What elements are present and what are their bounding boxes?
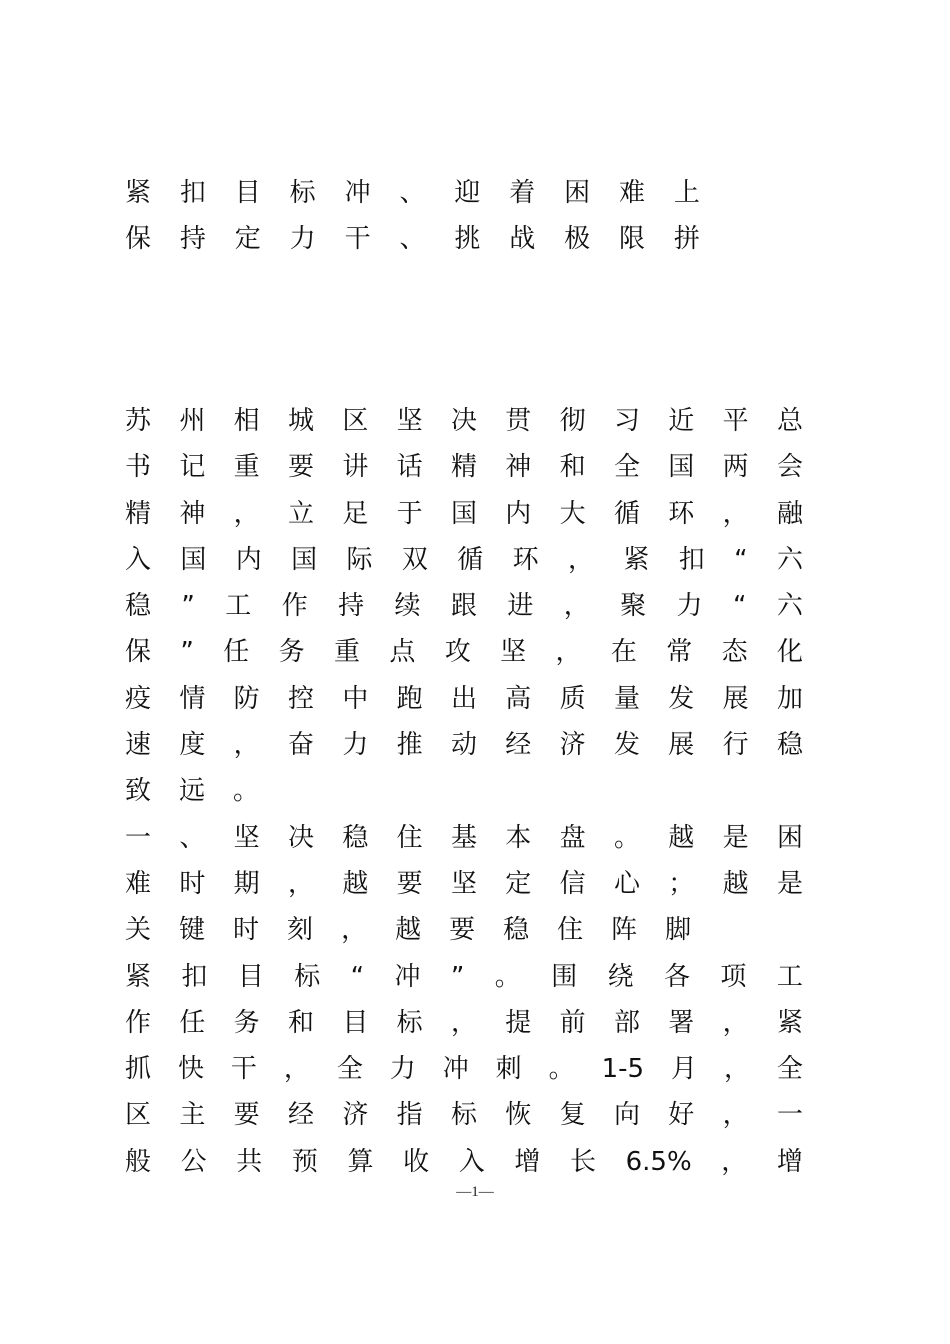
body-char: 盘 (559, 822, 586, 853)
body-char: 抓 (125, 1054, 152, 1085)
body-char: 刺 (495, 1054, 522, 1085)
body-char: 情 (179, 683, 206, 714)
title-char: 拼 (673, 224, 700, 254)
body-char: 讲 (342, 452, 369, 483)
body-char: 干 (230, 1054, 257, 1085)
body-char: 动 (450, 730, 477, 761)
body-char: 攻 (444, 637, 471, 668)
body-char: 目 (237, 961, 264, 992)
body-char: 越 (668, 822, 695, 853)
body-char: 提 (505, 1007, 532, 1038)
body-char: 标 (294, 961, 321, 992)
body-char: 于 (396, 498, 423, 529)
body-char: 部 (613, 1007, 640, 1038)
body-char: 力 (342, 730, 369, 761)
title-char: 、 (399, 224, 426, 254)
body-char: 六 (776, 544, 803, 575)
body-char: 会 (776, 452, 803, 483)
body-char: ” (450, 961, 465, 992)
page-number: —1— (456, 1184, 494, 1200)
body-line-5 (125, 583, 803, 629)
body-char: 循 (457, 544, 484, 575)
body-char: 绕 (607, 961, 634, 992)
body-char: 工 (776, 961, 803, 992)
body-line-14 (125, 1000, 803, 1046)
title-line-2 (125, 216, 700, 262)
body-char: 相 (233, 406, 260, 436)
body-char: ， (283, 1054, 310, 1085)
body-char: ， (568, 544, 595, 575)
body-char: 标 (450, 1100, 477, 1131)
body-char: 进 (507, 591, 534, 622)
body-char: 近 (668, 406, 695, 436)
body-char: 速 (125, 730, 152, 761)
body-char: 算 (347, 1146, 374, 1177)
body-char: 决 (287, 822, 314, 853)
body-char: 1-5 (601, 1054, 645, 1085)
body-char: ， (287, 868, 314, 899)
body-char: 是 (776, 868, 803, 899)
body-char: 质 (559, 683, 586, 714)
body-char: 要 (287, 452, 314, 483)
body-line-7 (125, 676, 803, 722)
title-char: 标 (289, 178, 316, 208)
body-char: ， (723, 1054, 750, 1085)
body-char: 两 (722, 452, 749, 483)
body-char: 围 (551, 961, 578, 992)
body-char: 加 (776, 683, 803, 714)
body-char: 书 (125, 452, 152, 483)
title-char: 极 (564, 224, 591, 254)
body-char: 任 (223, 637, 250, 668)
body-char: 全 (776, 1054, 803, 1085)
body-char: 国 (291, 544, 318, 575)
body-char: 住 (396, 822, 423, 853)
body-char: 共 (236, 1146, 263, 1177)
body-char: 防 (233, 683, 260, 714)
body-char: 坚 (500, 637, 527, 668)
body-char: 致 (125, 776, 152, 807)
body-char: 平 (722, 406, 749, 436)
body-char: “ (734, 544, 748, 575)
body-char: 定 (505, 868, 532, 899)
title-char: 保 (125, 224, 152, 254)
body-char: 项 (720, 961, 747, 992)
body-char: 心 (613, 868, 640, 899)
body-char: 力 (676, 591, 703, 622)
title-char: 难 (619, 178, 646, 208)
body-char: 点 (389, 637, 416, 668)
body-char: 济 (559, 730, 586, 761)
body-char: 国 (668, 452, 695, 483)
title-char: 定 (234, 224, 261, 254)
body-char: ， (722, 498, 749, 529)
body-char: “ (732, 591, 747, 622)
body-char: 任 (179, 1007, 206, 1038)
body-char: 是 (722, 822, 749, 853)
body-char: 苏 (125, 406, 152, 436)
body-char: 精 (125, 498, 152, 529)
document-body (125, 398, 803, 1185)
body-char: 目 (342, 1007, 369, 1038)
title-char: 挑 (454, 224, 481, 254)
body-char: 坚 (450, 868, 477, 899)
body-line-2 (125, 444, 803, 490)
body-char: 好 (668, 1100, 695, 1131)
body-char: 信 (559, 868, 586, 899)
body-char: 续 (394, 591, 421, 622)
body-char: 度 (179, 730, 206, 761)
body-line-9 (125, 768, 803, 814)
body-char: 经 (287, 1100, 314, 1131)
body-line-12 (125, 907, 803, 953)
body-char: ， (722, 1007, 749, 1038)
body-char: 指 (396, 1100, 423, 1131)
body-char: 环 (668, 498, 695, 529)
body-char: 稳 (503, 915, 530, 946)
body-char: 入 (458, 1146, 485, 1177)
body-char: 持 (338, 591, 365, 622)
body-char: 越 (722, 868, 749, 899)
body-char: 话 (396, 452, 423, 483)
body-char: 经 (505, 730, 532, 761)
body-char: 推 (396, 730, 423, 761)
body-char: 入 (125, 544, 152, 575)
body-char: 量 (613, 683, 640, 714)
body-char: 紧 (776, 1007, 803, 1038)
body-line-17 (125, 1139, 803, 1185)
title-char: 紧 (125, 178, 152, 208)
body-char: 奋 (287, 730, 314, 761)
body-char: 时 (233, 915, 260, 946)
body-char: 神 (505, 452, 532, 483)
body-char: 循 (613, 498, 640, 529)
title-char: 冲 (344, 178, 371, 208)
body-char: 重 (233, 452, 260, 483)
body-char: ， (450, 1007, 477, 1038)
body-line-1 (125, 398, 803, 444)
body-char: 。 (613, 822, 640, 853)
body-char: 阵 (611, 915, 638, 946)
body-char: 6.5% (625, 1146, 692, 1177)
body-char: 向 (613, 1100, 640, 1131)
body-char: 立 (287, 498, 314, 529)
body-char: 扣 (181, 961, 208, 992)
body-char: 快 (177, 1054, 204, 1085)
body-char: 总 (776, 406, 803, 436)
body-line-8 (125, 722, 803, 768)
body-char: 作 (281, 591, 308, 622)
body-line-16 (125, 1092, 803, 1138)
body-char: 行 (722, 730, 749, 761)
body-char: 时 (179, 868, 206, 899)
body-char: 务 (233, 1007, 260, 1038)
body-char: 区 (125, 1100, 152, 1131)
body-char: 全 (613, 452, 640, 483)
body-char: 在 (610, 637, 637, 668)
body-char: 务 (278, 637, 305, 668)
body-char: 发 (668, 683, 695, 714)
body-char: 国 (180, 544, 207, 575)
title-char: 干 (344, 224, 371, 254)
body-char: 前 (559, 1007, 586, 1038)
body-char: 增 (776, 1146, 803, 1177)
body-char: ， (341, 915, 368, 946)
body-line-15 (125, 1046, 803, 1092)
body-char: 区 (342, 406, 369, 436)
title-char: 困 (564, 178, 591, 208)
body-char: ， (722, 1100, 749, 1131)
body-char: 中 (342, 683, 369, 714)
body-char: 脚 (665, 915, 692, 946)
body-char: 越 (395, 915, 422, 946)
body-char: 稳 (125, 591, 152, 622)
body-char: 态 (721, 637, 748, 668)
body-char: 跑 (396, 683, 423, 714)
body-line-11 (125, 861, 803, 907)
body-char: 期 (233, 868, 260, 899)
body-char: 作 (125, 1007, 152, 1038)
title-char: 迎 (454, 178, 481, 208)
body-char: 紧 (623, 544, 650, 575)
document-title (125, 170, 700, 262)
body-char: 键 (179, 915, 206, 946)
title-line-1 (125, 170, 700, 216)
body-char: 控 (287, 683, 314, 714)
body-char: 公 (180, 1146, 207, 1177)
body-char: ， (233, 498, 260, 529)
body-char: 城 (287, 406, 314, 436)
body-char: 署 (668, 1007, 695, 1038)
body-char: ， (563, 591, 590, 622)
title-char: 、 (399, 178, 426, 208)
title-char: 战 (509, 224, 536, 254)
body-char: 彻 (559, 406, 586, 436)
body-char: 预 (291, 1146, 318, 1177)
body-char: 冲 (394, 961, 421, 992)
body-char: 化 (776, 637, 803, 668)
body-char: 内 (505, 498, 532, 529)
body-char: 跟 (450, 591, 477, 622)
body-char: 贯 (505, 406, 532, 436)
body-char: 工 (225, 591, 252, 622)
body-char: 刻 (287, 915, 314, 946)
body-char: 常 (666, 637, 693, 668)
body-char: 。 (233, 776, 260, 807)
body-char: 国 (450, 498, 477, 529)
body-char: 般 (125, 1146, 152, 1177)
body-line-4 (125, 537, 803, 583)
body-char: 月 (670, 1054, 697, 1085)
body-char: 稳 (776, 730, 803, 761)
body-char: 复 (559, 1100, 586, 1131)
body-char: 足 (342, 498, 369, 529)
body-char: 高 (505, 683, 532, 714)
body-char: 大 (559, 498, 586, 529)
body-char: 冲 (442, 1054, 469, 1085)
body-char: 精 (450, 452, 477, 483)
body-char: 要 (396, 868, 423, 899)
body-char: 一 (125, 822, 152, 853)
body-char: 出 (450, 683, 477, 714)
body-char: 恢 (505, 1100, 532, 1131)
body-char: 展 (668, 730, 695, 761)
body-char: 稳 (342, 822, 369, 853)
body-char: 双 (401, 544, 428, 575)
body-char: 基 (450, 822, 477, 853)
body-char: 记 (179, 452, 206, 483)
body-char: 济 (342, 1100, 369, 1131)
body-char: 难 (125, 868, 152, 899)
body-char: 扣 (678, 544, 705, 575)
body-char: 标 (396, 1007, 423, 1038)
body-line-13 (125, 954, 803, 1000)
title-char: 持 (179, 224, 206, 254)
body-char: 疫 (125, 683, 152, 714)
title-char: 限 (619, 224, 646, 254)
body-char: 本 (505, 822, 532, 853)
title-char: 着 (509, 178, 536, 208)
body-char: 收 (403, 1146, 430, 1177)
title-char: 目 (234, 178, 261, 208)
body-char: 发 (613, 730, 640, 761)
title-char: 力 (289, 224, 316, 254)
body-char: 融 (776, 498, 803, 529)
body-char: “ (350, 961, 365, 992)
body-line-6 (125, 629, 803, 675)
body-char: 主 (179, 1100, 206, 1131)
body-char: 。 (494, 961, 521, 992)
body-char: ， (233, 730, 260, 761)
body-char: 。 (548, 1054, 575, 1085)
body-char: 一 (776, 1100, 803, 1131)
body-char: 和 (559, 452, 586, 483)
body-line-3 (125, 491, 803, 537)
body-char: 长 (570, 1146, 597, 1177)
body-char: 住 (557, 915, 584, 946)
body-char: 习 (613, 406, 640, 436)
body-char: 保 (125, 637, 152, 668)
body-char: ， (555, 637, 582, 668)
body-char: 力 (389, 1054, 416, 1085)
body-char: 决 (450, 406, 477, 436)
body-char: 越 (342, 868, 369, 899)
body-char: 要 (449, 915, 476, 946)
body-char: ； (668, 868, 695, 899)
body-char: 全 (336, 1054, 363, 1085)
body-char: 坚 (396, 406, 423, 436)
body-char: 坚 (233, 822, 260, 853)
body-char: 要 (233, 1100, 260, 1131)
body-char: ” (180, 637, 194, 668)
body-char: 和 (287, 1007, 314, 1038)
body-char: 关 (125, 915, 152, 946)
body-char: 困 (776, 822, 803, 853)
body-char: 重 (333, 637, 360, 668)
title-char: 扣 (179, 178, 206, 208)
body-char: 聚 (620, 591, 647, 622)
body-char: 远 (179, 776, 206, 807)
body-char: 际 (346, 544, 373, 575)
body-char: 内 (235, 544, 262, 575)
body-char: 展 (722, 683, 749, 714)
body-char: 六 (776, 591, 803, 622)
body-line-10 (125, 815, 803, 861)
title-char: 上 (673, 178, 700, 208)
body-char: ， (721, 1146, 748, 1177)
body-char: ” (181, 591, 195, 622)
body-char: 、 (179, 822, 206, 853)
body-char: 增 (514, 1146, 541, 1177)
body-char: 紧 (125, 961, 152, 992)
body-char: 州 (179, 406, 206, 436)
body-char: 环 (512, 544, 539, 575)
body-char: 神 (179, 498, 206, 529)
body-char: 各 (664, 961, 691, 992)
